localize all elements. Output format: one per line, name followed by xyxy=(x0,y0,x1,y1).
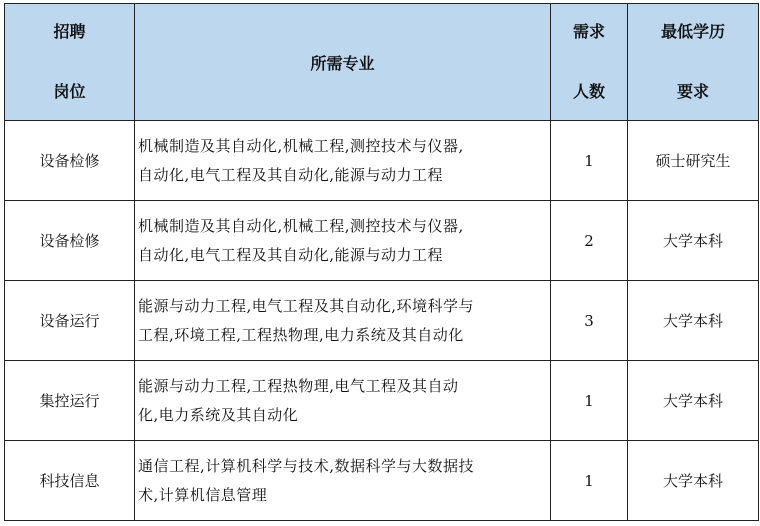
header-count-line2: 人数 xyxy=(572,82,605,101)
position-cell xyxy=(5,441,135,521)
education-text: 硕士研究生 xyxy=(655,152,731,170)
header-education-line2: 要求 xyxy=(676,82,709,101)
majors-line: 术,计算机信息管理 xyxy=(138,485,268,504)
count-cell xyxy=(551,281,628,361)
header-count-line1: 需求 xyxy=(572,22,605,41)
position-text: 科技信息 xyxy=(39,472,100,490)
header-education xyxy=(628,4,759,121)
majors-cell xyxy=(135,121,551,201)
education-cell xyxy=(628,121,759,201)
majors-line: 自动化,电气工程及其自动化,能源与动力工程 xyxy=(138,245,444,264)
position-text: 设备检修 xyxy=(39,152,100,170)
count-text: 1 xyxy=(584,471,594,490)
majors-line: 能源与动力工程,电气工程及其自动化,环境科学与 xyxy=(138,296,475,315)
education-cell xyxy=(628,361,759,441)
header-count xyxy=(551,4,628,121)
header-position-line1: 招聘 xyxy=(53,22,86,41)
education-text: 大学本科 xyxy=(662,232,723,250)
table-row xyxy=(5,441,759,521)
header-education-line1: 最低学历 xyxy=(660,22,725,41)
education-text: 大学本科 xyxy=(662,312,723,330)
majors-line: 机械制造及其自动化,机械工程,测控技术与仪器, xyxy=(138,216,464,235)
position-cell xyxy=(5,281,135,361)
count-cell xyxy=(551,201,628,281)
table-row xyxy=(5,281,759,361)
position-text: 设备运行 xyxy=(39,312,100,330)
education-cell xyxy=(628,281,759,361)
majors-cell xyxy=(135,281,551,361)
table-row xyxy=(5,201,759,281)
majors-line: 能源与动力工程,工程热物理,电气工程及其自动 xyxy=(138,376,459,395)
count-text: 3 xyxy=(584,311,594,330)
header-row xyxy=(5,4,759,121)
position-text: 集控运行 xyxy=(39,392,100,410)
count-cell xyxy=(551,121,628,201)
majors-line: 机械制造及其自动化,机械工程,测控技术与仪器, xyxy=(138,136,464,155)
majors-line: 工程,环境工程,工程热物理,电力系统及其自动化 xyxy=(138,325,464,344)
header-position-line2: 岗位 xyxy=(53,82,86,101)
header-position xyxy=(5,4,135,121)
majors-cell xyxy=(135,201,551,281)
education-cell xyxy=(628,201,759,281)
count-text: 1 xyxy=(584,391,594,410)
recruitment-table xyxy=(4,3,759,521)
majors-cell xyxy=(135,441,551,521)
count-text: 1 xyxy=(584,151,594,170)
majors-line: 通信工程,计算机科学与技术,数据科学与大数据技 xyxy=(138,456,475,475)
position-text: 设备检修 xyxy=(39,232,100,250)
education-text: 大学本科 xyxy=(662,472,723,490)
majors-line: 自动化,电气工程及其自动化,能源与动力工程 xyxy=(138,165,444,184)
education-cell xyxy=(628,441,759,521)
position-cell xyxy=(5,201,135,281)
position-cell xyxy=(5,361,135,441)
count-cell xyxy=(551,441,628,521)
education-text: 大学本科 xyxy=(662,392,723,410)
header-majors: 所需专业 xyxy=(135,4,551,121)
majors-line: 化,电力系统及其自动化 xyxy=(138,405,299,424)
position-cell xyxy=(5,121,135,201)
table-row xyxy=(5,121,759,201)
count-text: 2 xyxy=(584,231,594,250)
table-row xyxy=(5,361,759,441)
count-cell xyxy=(551,361,628,441)
majors-cell xyxy=(135,361,551,441)
